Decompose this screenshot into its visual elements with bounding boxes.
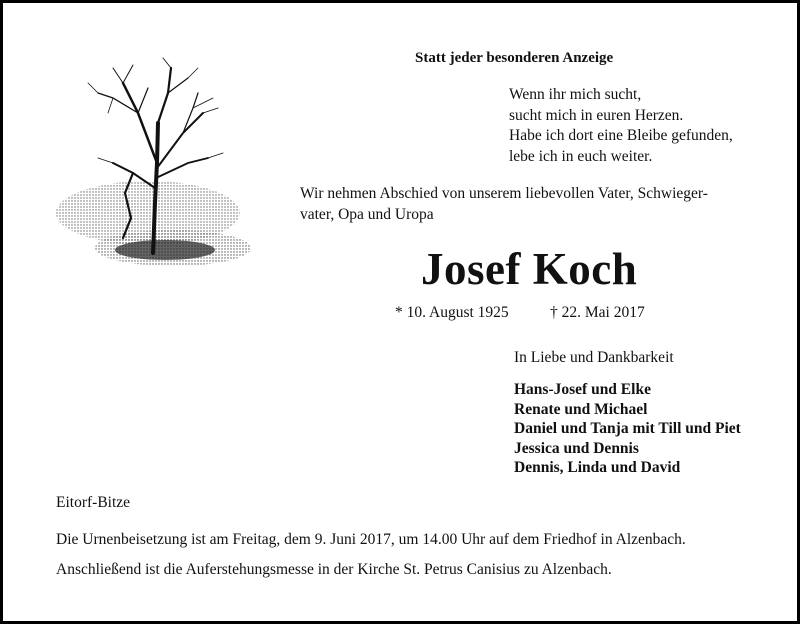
intro-line: Wir nehmen Abschied von unserem liebevollen Vater, Schwieger-: [300, 185, 708, 202]
tree-illustration-icon: [53, 53, 258, 273]
memorial-mass-line: Anschließend ist die Auferstehungsmesse in der Kirche St. Petrus Canisius zu Alzenbach.: [56, 561, 612, 578]
family-member: Hans-Josef und Elke: [514, 381, 651, 398]
family-member: Dennis, Linda und David: [514, 459, 681, 476]
family-member: Daniel und Tanja mit Till und Piet: [514, 420, 741, 437]
family-member: Jessica und Dennis: [514, 439, 639, 457]
death-date: † 22. Mai 2017: [550, 304, 645, 321]
family-list: [514, 380, 741, 478]
deceased-name: Josef Koch: [421, 244, 638, 294]
burial-service-line: Die Urnenbeisetzung ist am Freitag, dem 9. Juni 2017, um 14.00 Uhr auf dem Friedhof in Alzenbach.: [56, 531, 686, 548]
notice-header: Statt jeder besonderen Anzeige: [415, 50, 614, 66]
poem-line: Habe ich dort eine Bleibe gefunden,: [509, 127, 733, 144]
birth-date: * 10. August 1925: [395, 304, 509, 321]
poem-line: Wenn ihr mich sucht,: [509, 86, 642, 103]
farewell-intro: [300, 183, 708, 225]
place-name: Eitorf-Bitze: [56, 494, 131, 511]
love-gratitude-line: In Liebe und Dankbarkeit: [514, 349, 674, 366]
poem-line: sucht mich in euren Herzen.: [509, 106, 684, 124]
poem-line: lebe ich in euch weiter.: [509, 147, 653, 165]
poem: [509, 85, 733, 167]
family-member: Renate und Michael: [514, 400, 648, 418]
intro-line: vater, Opa und Uropa: [300, 206, 434, 223]
